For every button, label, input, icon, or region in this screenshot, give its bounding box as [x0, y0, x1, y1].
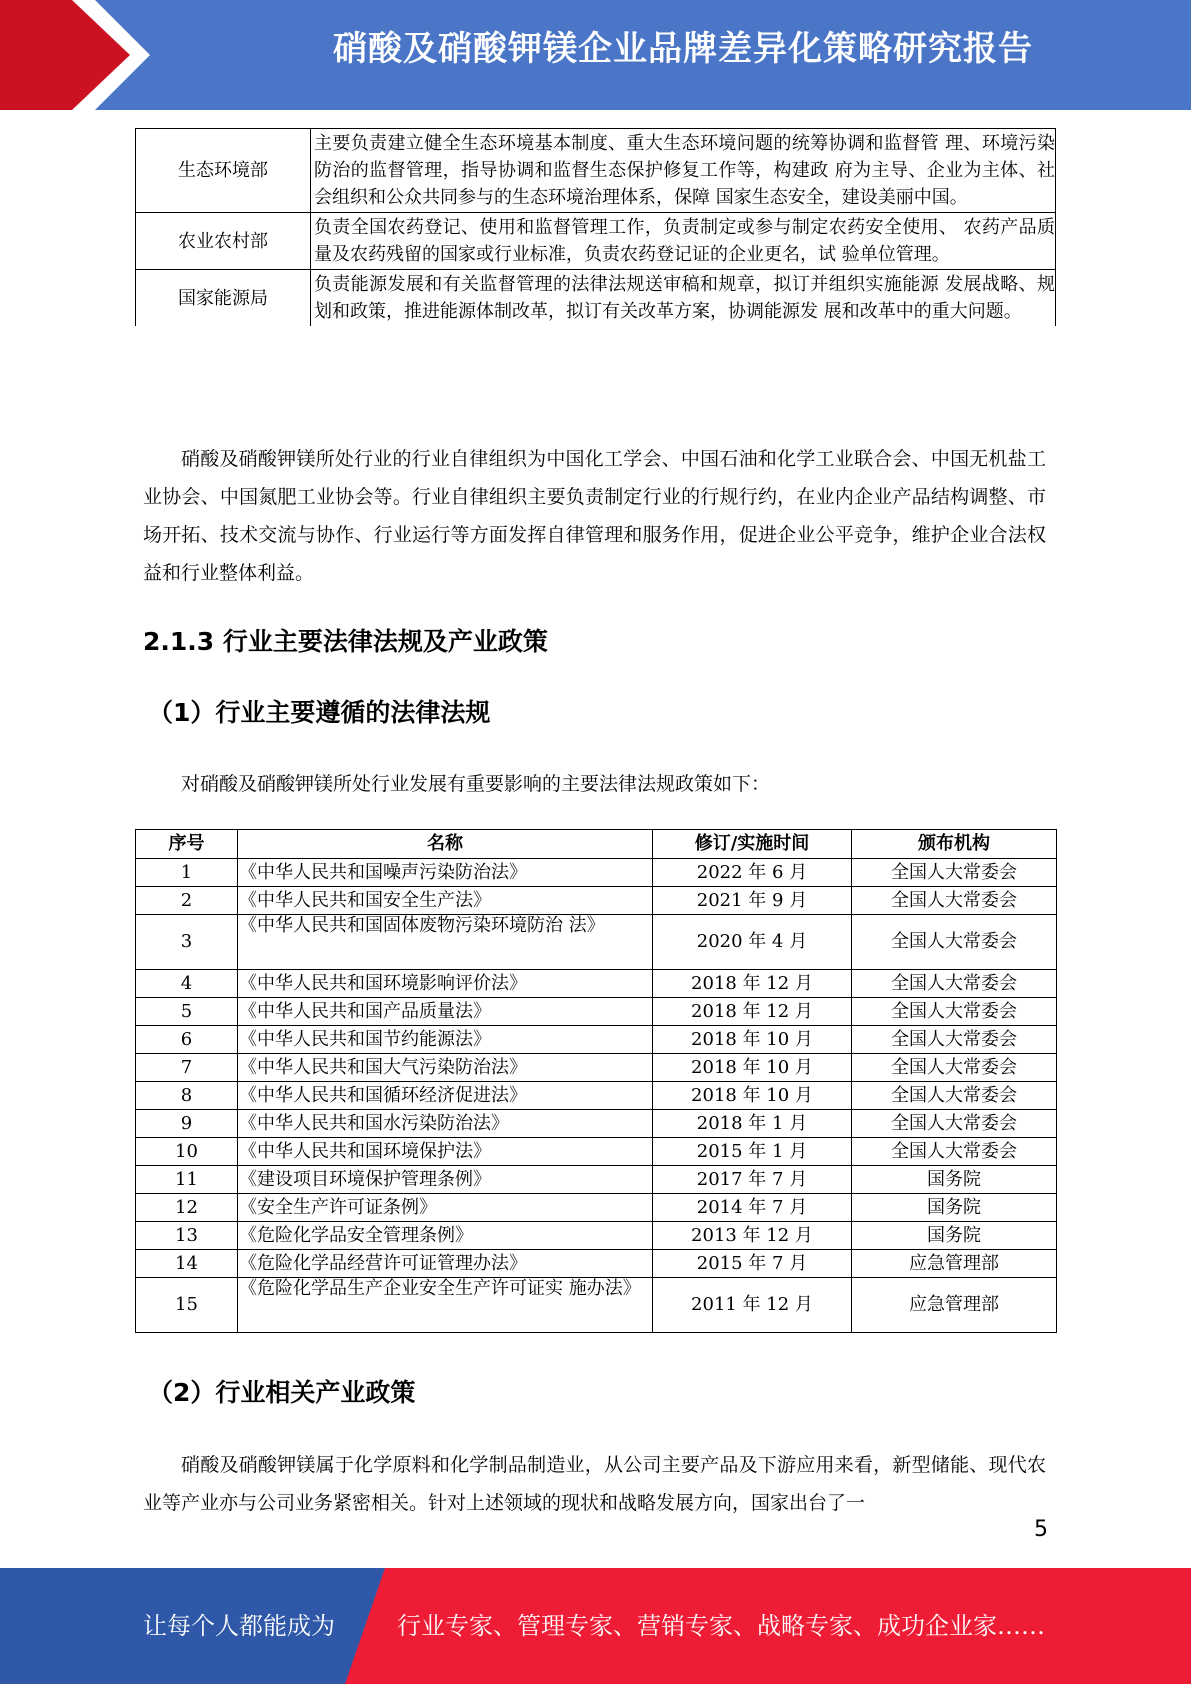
cell-name: 《中华人民共和国固体废物污染环境防治 法》 — [238, 915, 653, 970]
cell-org: 全国人大常委会 — [852, 1082, 1057, 1110]
arrow-logo-icon — [0, 0, 160, 110]
cell-no: 14 — [136, 1250, 238, 1278]
table-row — [136, 1054, 1057, 1082]
cell-no: 2 — [136, 887, 238, 915]
cell-name: 《中华人民共和国大气污染防治法》 — [238, 1054, 653, 1082]
cell-org: 应急管理部 — [852, 1250, 1057, 1278]
table-row — [136, 270, 1056, 327]
cell-no: 6 — [136, 1026, 238, 1054]
header-name: 名称 — [238, 830, 653, 859]
header-org: 颁布机构 — [852, 830, 1057, 859]
cell-name: 《中华人民共和国节约能源法》 — [238, 1026, 653, 1054]
cell-name: 《建设项目环境保护管理条例》 — [238, 1166, 653, 1194]
table-row — [136, 213, 1056, 270]
cell-name: 《危险化学品经营许可证管理办法》 — [238, 1250, 653, 1278]
cell-org: 国务院 — [852, 1194, 1057, 1222]
cell-org: 全国人大常委会 — [852, 1054, 1057, 1082]
cell-org: 全国人大常委会 — [852, 998, 1057, 1026]
cell-date: 2013 年 12 月 — [653, 1222, 852, 1250]
dept-desc-cell: 主要负责建立健全生态环境基本制度、重大生态环境问题的统筹协调和监督管 理、环境污染防治的监督管理，指导协调和监督生态保护修复工作等，构建政 府为主导、企业为主体、社会组织和公众共同参与的生态环境治理体系，保障 国家生态安全，建设美丽中国。 — [311, 129, 1056, 213]
section-heading: 2.1.3 行业主要法律法规及产业政策 — [143, 627, 548, 656]
cell-date: 2020 年 4 月 — [653, 915, 852, 970]
cell-no: 3 — [136, 915, 238, 970]
table-row — [136, 859, 1057, 887]
cell-org: 全国人大常委会 — [852, 970, 1057, 998]
cell-org: 国务院 — [852, 1222, 1057, 1250]
laws-table — [135, 829, 1057, 1333]
cell-date: 2015 年 7 月 — [653, 1250, 852, 1278]
cell-date: 2021 年 9 月 — [653, 887, 852, 915]
cell-name: 《中华人民共和国噪声污染防治法》 — [238, 859, 653, 887]
cell-no: 9 — [136, 1110, 238, 1138]
cell-name: 《危险化学品安全管理条例》 — [238, 1222, 653, 1250]
cell-name: 《中华人民共和国安全生产法》 — [238, 887, 653, 915]
cell-no: 15 — [136, 1278, 238, 1333]
header-no: 序号 — [136, 830, 238, 859]
dept-name-cell: 生态环境部 — [136, 129, 311, 213]
table-row — [136, 1194, 1057, 1222]
cell-name: 《中华人民共和国环境影响评价法》 — [238, 970, 653, 998]
cell-name: 《中华人民共和国环境保护法》 — [238, 1138, 653, 1166]
subsection-heading: （2）行业相关产业政策 — [148, 1378, 416, 1407]
table-row — [136, 1138, 1057, 1166]
cell-date: 2011 年 12 月 — [653, 1278, 852, 1333]
cell-date: 2015 年 1 月 — [653, 1138, 852, 1166]
cell-date: 2014 年 7 月 — [653, 1194, 852, 1222]
cell-org: 全国人大常委会 — [852, 1110, 1057, 1138]
table-row — [136, 1250, 1057, 1278]
cell-date: 2018 年 12 月 — [653, 998, 852, 1026]
body-paragraph: 硝酸及硝酸钾镁所处行业的行业自律组织为中国化工学会、中国石油和化学工业联合会、中国无机盐工业协会、中国氮肥工业协会等。行业自律组织主要负责制定行业的行规行约，在业内企业产品结构调整、市场开拓、技术交流与协作、行业运行等方面发挥自律管理和服务作用，促进企业公平竞争，维护企业合法权益和行业整体利益。 — [143, 448, 1046, 584]
table-row — [136, 1110, 1057, 1138]
table-row — [136, 1278, 1057, 1333]
cell-name: 《安全生产许可证条例》 — [238, 1194, 653, 1222]
cell-no: 7 — [136, 1054, 238, 1082]
cell-date: 2018 年 12 月 — [653, 970, 852, 998]
cell-date: 2018 年 10 月 — [653, 1026, 852, 1054]
header-date: 修订/实施时间 — [653, 830, 852, 859]
cell-date: 2018 年 1 月 — [653, 1110, 852, 1138]
cell-org: 全国人大常委会 — [852, 1026, 1057, 1054]
cell-name: 《中华人民共和国循环经济促进法》 — [238, 1082, 653, 1110]
table-row — [136, 1026, 1057, 1054]
cell-date: 2017 年 7 月 — [653, 1166, 852, 1194]
cell-org: 国务院 — [852, 1166, 1057, 1194]
table-row — [136, 1222, 1057, 1250]
footer-banner — [0, 1568, 1191, 1684]
body-paragraph: 硝酸及硝酸钾镁属于化学原料和化学制品制造业，从公司主要产品及下游应用来看，新型储能、现代农业等产业亦与公司业务紧密相关。针对上述领域的现状和战略发展方向，国家出台了一 — [143, 1454, 1046, 1514]
cell-name: 《中华人民共和国产品质量法》 — [238, 998, 653, 1026]
table-row — [136, 129, 1056, 213]
subsection-heading: （1）行业主要遵循的法律法规 — [148, 698, 491, 727]
cell-date: 2018 年 10 月 — [653, 1082, 852, 1110]
header-banner — [0, 0, 1191, 110]
cell-no: 4 — [136, 970, 238, 998]
department-table — [135, 128, 1056, 326]
table-row — [136, 998, 1057, 1026]
cell-date: 2022 年 6 月 — [653, 859, 852, 887]
cell-no: 10 — [136, 1138, 238, 1166]
cell-org: 全国人大常委会 — [852, 1138, 1057, 1166]
body-paragraph: 对硝酸及硝酸钾镁所处行业发展有重要影响的主要法律法规政策如下： — [181, 773, 771, 795]
cell-no: 12 — [136, 1194, 238, 1222]
table-header-row — [136, 830, 1057, 859]
cell-no: 1 — [136, 859, 238, 887]
cell-no: 11 — [136, 1166, 238, 1194]
cell-org: 全国人大常委会 — [852, 887, 1057, 915]
report-title: 硝酸及硝酸钾镁企业品牌差异化策略研究报告 — [333, 29, 1033, 69]
table-row — [136, 887, 1057, 915]
cell-date: 2018 年 10 月 — [653, 1054, 852, 1082]
cell-no: 13 — [136, 1222, 238, 1250]
table-row — [136, 1082, 1057, 1110]
dept-desc-cell: 负责能源发展和有关监督管理的法律法规送审稿和规章，拟订并组织实施能源 发展战略、规划和政策，推进能源体制改革，拟订有关改革方案，协调能源发 展和改革中的重大问题。 — [311, 270, 1056, 327]
cell-org: 全国人大常委会 — [852, 915, 1057, 970]
footer-slogan-right: 行业专家、管理专家、营销专家、战略专家、成功企业家…… — [397, 1612, 1045, 1640]
cell-org: 全国人大常委会 — [852, 859, 1057, 887]
footer-slogan-left: 让每个人都能成为 — [143, 1612, 335, 1640]
dept-desc-cell: 负责全国农药登记、使用和监督管理工作，负责制定或参与制定农药安全使用、 农药产品质量及农药残留的国家或行业标准，负责农药登记证的企业更名，试 验单位管理。 — [311, 213, 1056, 270]
cell-org: 应急管理部 — [852, 1278, 1057, 1333]
table-row — [136, 915, 1057, 970]
dept-name-cell: 国家能源局 — [136, 270, 311, 327]
cell-no: 8 — [136, 1082, 238, 1110]
page-number: 5 — [1034, 1517, 1048, 1542]
cell-name: 《危险化学品生产企业安全生产许可证实 施办法》 — [238, 1278, 653, 1333]
table-row — [136, 970, 1057, 998]
cell-no: 5 — [136, 998, 238, 1026]
table-row — [136, 1166, 1057, 1194]
cell-name: 《中华人民共和国水污染防治法》 — [238, 1110, 653, 1138]
dept-name-cell: 农业农村部 — [136, 213, 311, 270]
